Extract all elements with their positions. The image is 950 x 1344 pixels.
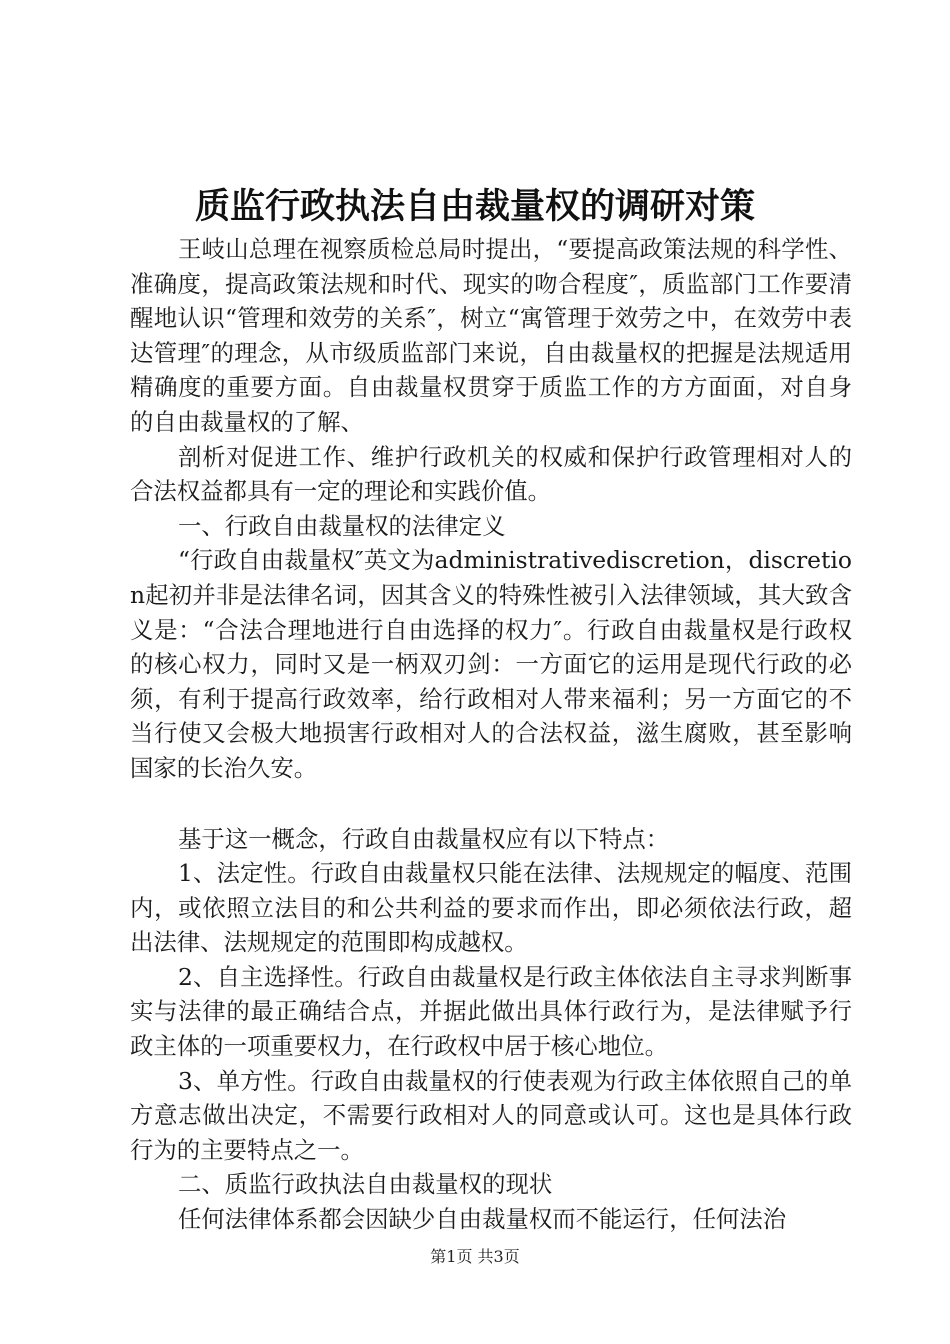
paragraph-gap (130, 786, 852, 822)
page-number-footer: 第1页 共3页 (430, 1247, 520, 1266)
paragraph: 王岐山总理在视察质检总局时提出，“要提高政策法规的科学性、准确度，提高政策法规和时代、现实的吻合程度″，质监部门工作要清醒地认识“管理和效劳的关系″，树立“寓管理于效劳之中，在效劳中表达管理″的理念，从市级质监部门来说，自由裁量权的把握是法规适用精确度的重要方面。自由裁量权贯穿于质监工作的方方面面，对自身的自由裁量权的了解、 (130, 235, 852, 436)
document-title: 质监行政执法自由裁量权的调研对策 (194, 186, 755, 227)
list-item: 3、单方性。行政自由裁量权的行使表观为行政主体依照自己的单方意志做出决定，不需要行政相对人的同意或认可。这也是具体行政行为的主要特点之一。 (130, 1066, 852, 1164)
paragraph: “行政自由裁量权″英文为administrativediscretion，discretion起初并非是法律名词，因其含义的特殊性被引入法律领域，其大致含义是：“合法合理地进行自由选择的权力″。行政自由裁量权是行政权的核心权力，同时又是一柄双刃剑：一方面它的运用是现代行政的必须，有利于提高行政效率，给行政相对人带来福利；另一方面它的不当行使又会极大地损害行政相对人的合法权益，滋生腐败，甚至影响国家的长治久安。 (130, 546, 852, 782)
section-heading: 二、质监行政执法自由裁量权的现状 (178, 1170, 553, 1199)
paragraph: 基于这一概念，行政自由裁量权应有以下特点： (178, 824, 670, 853)
list-item: 2、自主选择性。行政自由裁量权是行政主体依法自主寻求判断事实与法律的最正确结合点，并据此做出具体行政行为，是法律赋予行政主体的一项重要权力，在行政权中居于核心地位。 (130, 962, 852, 1061)
list-item: 1、法定性。行政自由裁量权只能在法律、法规规定的幅度、范围内，或依照立法目的和公共利益的要求而作出，即必须依法行政，超出法律、法规规定的范围即构成越权。 (130, 859, 852, 957)
section-heading: 一、行政自由裁量权的法律定义 (178, 511, 506, 540)
paragraph: 剖析对促进工作、维护行政机关的权威和保护行政管理相对人的合法权益都具有一定的理论和实践价值。 (130, 442, 852, 506)
document-body (130, 232, 852, 1237)
paragraph: 任何法律体系都会因缺少自由裁量权而不能运行，任何法治 (178, 1205, 787, 1234)
